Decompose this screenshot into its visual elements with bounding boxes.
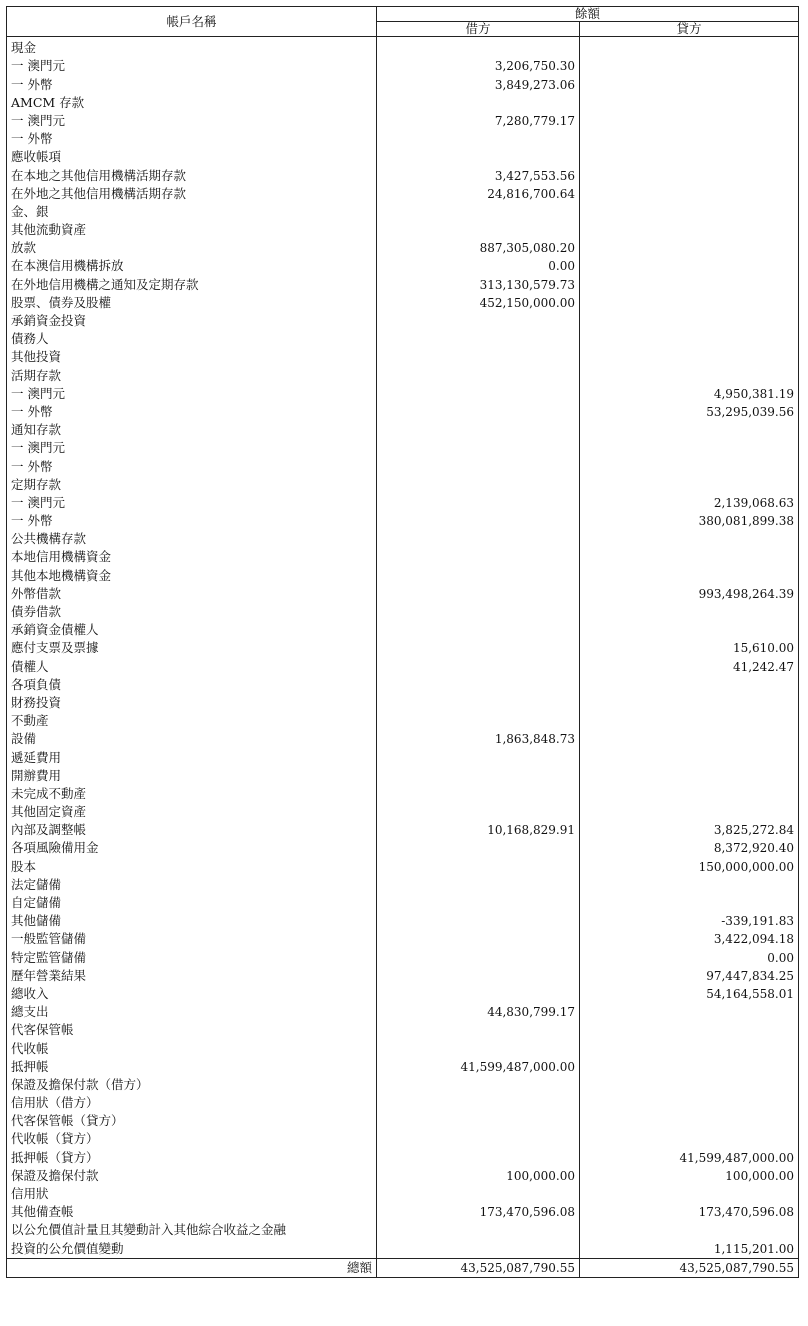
debit-cell: 452,150,000.00 bbox=[377, 294, 580, 312]
debit-cell: 887,305,080.20 bbox=[377, 239, 580, 257]
table-row bbox=[7, 530, 799, 548]
credit-cell bbox=[580, 603, 799, 621]
debit-cell bbox=[377, 1076, 580, 1094]
credit-cell: 8,372,920.40 bbox=[580, 839, 799, 857]
credit-cell bbox=[580, 1130, 799, 1148]
debit-cell bbox=[377, 94, 580, 112]
credit-cell bbox=[580, 730, 799, 748]
table-row bbox=[7, 894, 799, 912]
credit-cell bbox=[580, 566, 799, 584]
balance-header: 餘額 bbox=[377, 7, 799, 22]
table-row bbox=[7, 785, 799, 803]
account-name-cell: 在本地之其他信用機構活期存款 bbox=[7, 166, 377, 184]
account-name-cell: 其他投資 bbox=[7, 348, 377, 366]
table-row bbox=[7, 312, 799, 330]
account-name-cell: 未完成不動產 bbox=[7, 785, 377, 803]
table-row bbox=[7, 694, 799, 712]
account-name-cell: 代客保管帳 bbox=[7, 1021, 377, 1039]
credit-cell: 993,498,264.39 bbox=[580, 585, 799, 603]
credit-cell bbox=[580, 348, 799, 366]
credit-cell bbox=[580, 785, 799, 803]
account-name-cell: 股票、債券及股權 bbox=[7, 294, 377, 312]
credit-cell: 54,164,558.01 bbox=[580, 985, 799, 1003]
account-name-cell: 一 外幣 bbox=[7, 75, 377, 93]
account-name-cell: 保證及擔保付款（借方） bbox=[7, 1076, 377, 1094]
account-name-cell: 股本 bbox=[7, 857, 377, 875]
account-name-cell: 在外地之其他信用機構活期存款 bbox=[7, 185, 377, 203]
table-row bbox=[7, 185, 799, 203]
credit-cell bbox=[580, 57, 799, 75]
debit-cell bbox=[377, 348, 580, 366]
debit-cell bbox=[377, 876, 580, 894]
credit-cell: 1,115,201.00 bbox=[580, 1239, 799, 1258]
account-name-cell: 特定監管儲備 bbox=[7, 948, 377, 966]
credit-cell bbox=[580, 421, 799, 439]
debit-cell bbox=[377, 37, 580, 58]
table-row bbox=[7, 1203, 799, 1221]
debit-cell bbox=[377, 930, 580, 948]
debit-cell bbox=[377, 312, 580, 330]
credit-cell bbox=[580, 275, 799, 293]
account-name-cell: 放款 bbox=[7, 239, 377, 257]
debit-cell bbox=[377, 366, 580, 384]
debit-cell bbox=[377, 476, 580, 494]
credit-cell bbox=[580, 257, 799, 275]
debit-cell bbox=[377, 894, 580, 912]
credit-cell: 41,599,487,000.00 bbox=[580, 1148, 799, 1166]
account-name-cell: 其他儲備 bbox=[7, 912, 377, 930]
debit-cell bbox=[377, 1130, 580, 1148]
credit-cell bbox=[580, 1221, 799, 1239]
table-row bbox=[7, 1003, 799, 1021]
table-row bbox=[7, 803, 799, 821]
debit-cell bbox=[377, 130, 580, 148]
credit-cell bbox=[580, 94, 799, 112]
debit-cell bbox=[377, 748, 580, 766]
table-body bbox=[7, 37, 799, 1259]
credit-cell bbox=[580, 748, 799, 766]
table-row bbox=[7, 930, 799, 948]
debit-cell bbox=[377, 585, 580, 603]
account-name-cell: 承銷資金投資 bbox=[7, 312, 377, 330]
debit-cell bbox=[377, 1239, 580, 1258]
debit-cell: 313,130,579.73 bbox=[377, 275, 580, 293]
debit-cell: 3,849,273.06 bbox=[377, 75, 580, 93]
debit-cell bbox=[377, 421, 580, 439]
account-name-cell: 一 外幣 bbox=[7, 130, 377, 148]
account-name-cell: 一 外幣 bbox=[7, 403, 377, 421]
account-name-cell: 一 澳門元 bbox=[7, 439, 377, 457]
debit-cell bbox=[377, 330, 580, 348]
credit-cell bbox=[580, 185, 799, 203]
credit-cell bbox=[580, 1003, 799, 1021]
credit-cell bbox=[580, 366, 799, 384]
table-row bbox=[7, 94, 799, 112]
account-name-cell: 應付支票及票據 bbox=[7, 639, 377, 657]
credit-cell bbox=[580, 130, 799, 148]
credit-cell bbox=[580, 803, 799, 821]
debit-cell bbox=[377, 494, 580, 512]
debit-cell bbox=[377, 839, 580, 857]
credit-cell bbox=[580, 876, 799, 894]
debit-cell: 173,470,596.08 bbox=[377, 1203, 580, 1221]
debit-cell bbox=[377, 530, 580, 548]
debit-cell bbox=[377, 767, 580, 785]
debit-cell bbox=[377, 985, 580, 1003]
debit-cell bbox=[377, 548, 580, 566]
table-row bbox=[7, 203, 799, 221]
account-name-cell: 各項負債 bbox=[7, 676, 377, 694]
account-name-cell: 保證及擔保付款 bbox=[7, 1167, 377, 1185]
credit-cell: 173,470,596.08 bbox=[580, 1203, 799, 1221]
debit-cell bbox=[377, 621, 580, 639]
table-row bbox=[7, 37, 799, 58]
account-name-cell: 一 外幣 bbox=[7, 457, 377, 475]
credit-cell bbox=[580, 676, 799, 694]
credit-cell: 41,242.47 bbox=[580, 657, 799, 675]
credit-cell: -339,191.83 bbox=[580, 912, 799, 930]
balance-table bbox=[6, 6, 799, 1278]
debit-cell bbox=[377, 948, 580, 966]
table-row bbox=[7, 421, 799, 439]
debit-cell bbox=[377, 385, 580, 403]
debit-cell bbox=[377, 857, 580, 875]
table-row bbox=[7, 876, 799, 894]
debit-cell bbox=[377, 512, 580, 530]
table-row bbox=[7, 385, 799, 403]
credit-cell bbox=[580, 457, 799, 475]
account-name-cell: 財務投資 bbox=[7, 694, 377, 712]
debit-cell bbox=[377, 676, 580, 694]
table-row bbox=[7, 112, 799, 130]
table-row bbox=[7, 1221, 799, 1239]
account-name-cell: 在本澳信用機構拆放 bbox=[7, 257, 377, 275]
account-name-cell: 一 澳門元 bbox=[7, 112, 377, 130]
table-row bbox=[7, 566, 799, 584]
debit-cell: 41,599,487,000.00 bbox=[377, 1058, 580, 1076]
debit-cell bbox=[377, 967, 580, 985]
debit-cell bbox=[377, 566, 580, 584]
table-row bbox=[7, 1021, 799, 1039]
account-name-cell: 公共機構存款 bbox=[7, 530, 377, 548]
account-name-cell: 其他流動資產 bbox=[7, 221, 377, 239]
table-row bbox=[7, 403, 799, 421]
account-name-cell: 歷年營業結果 bbox=[7, 967, 377, 985]
table-row bbox=[7, 130, 799, 148]
account-name-cell: 抵押帳（貸方） bbox=[7, 1148, 377, 1166]
table-row bbox=[7, 585, 799, 603]
account-name-cell: 一 澳門元 bbox=[7, 57, 377, 75]
account-name-cell: 活期存款 bbox=[7, 366, 377, 384]
table-row bbox=[7, 512, 799, 530]
debit-cell: 10,168,829.91 bbox=[377, 821, 580, 839]
debit-cell bbox=[377, 1021, 580, 1039]
table-row bbox=[7, 912, 799, 930]
credit-cell bbox=[580, 694, 799, 712]
account-name-cell: 法定儲備 bbox=[7, 876, 377, 894]
total-label: 總額 bbox=[7, 1258, 377, 1277]
account-name-cell: 總支出 bbox=[7, 1003, 377, 1021]
table-row bbox=[7, 257, 799, 275]
credit-cell bbox=[580, 294, 799, 312]
credit-cell bbox=[580, 621, 799, 639]
credit-cell bbox=[580, 1058, 799, 1076]
debit-cell: 7,280,779.17 bbox=[377, 112, 580, 130]
table-row bbox=[7, 1185, 799, 1203]
debit-cell bbox=[377, 1221, 580, 1239]
table-footer bbox=[7, 1258, 799, 1277]
credit-cell bbox=[580, 203, 799, 221]
credit-cell bbox=[580, 1021, 799, 1039]
account-name-cell: 代收帳 bbox=[7, 1039, 377, 1057]
credit-cell bbox=[580, 1112, 799, 1130]
table-row bbox=[7, 1167, 799, 1185]
credit-cell: 380,081,899.38 bbox=[580, 512, 799, 530]
table-row bbox=[7, 1076, 799, 1094]
credit-cell bbox=[580, 148, 799, 166]
table-row bbox=[7, 75, 799, 93]
total-credit: 43,525,087,790.55 bbox=[580, 1258, 799, 1277]
account-name-cell: 外幣借款 bbox=[7, 585, 377, 603]
debit-cell bbox=[377, 912, 580, 930]
account-name-cell: 以公允價值計量且其變動計入其他綜合收益之金融 bbox=[7, 1221, 377, 1239]
debit-cell: 3,206,750.30 bbox=[377, 57, 580, 75]
table-row bbox=[7, 639, 799, 657]
table-row bbox=[7, 166, 799, 184]
account-name-cell: 各項風險備用金 bbox=[7, 839, 377, 857]
account-name-header: 帳戶名稱 bbox=[7, 7, 377, 37]
credit-cell bbox=[580, 166, 799, 184]
account-name-cell: 債權人 bbox=[7, 657, 377, 675]
debit-cell bbox=[377, 712, 580, 730]
total-debit: 43,525,087,790.55 bbox=[377, 1258, 580, 1277]
table-row bbox=[7, 712, 799, 730]
table-row bbox=[7, 1148, 799, 1166]
table-row bbox=[7, 839, 799, 857]
account-name-cell: 承銷資金債權人 bbox=[7, 621, 377, 639]
account-name-cell: 其他備查帳 bbox=[7, 1203, 377, 1221]
debit-cell bbox=[377, 439, 580, 457]
account-name-cell: 信用狀 bbox=[7, 1185, 377, 1203]
table-row bbox=[7, 294, 799, 312]
credit-cell bbox=[580, 548, 799, 566]
debit-cell: 1,863,848.73 bbox=[377, 730, 580, 748]
account-name-cell: 其他固定資產 bbox=[7, 803, 377, 821]
debit-cell bbox=[377, 694, 580, 712]
credit-cell bbox=[580, 1185, 799, 1203]
credit-cell: 3,825,272.84 bbox=[580, 821, 799, 839]
account-name-cell: 抵押帳 bbox=[7, 1058, 377, 1076]
account-name-cell: 通知存款 bbox=[7, 421, 377, 439]
credit-cell: 3,422,094.18 bbox=[580, 930, 799, 948]
table-row bbox=[7, 657, 799, 675]
table-header bbox=[7, 7, 799, 37]
credit-cell bbox=[580, 1039, 799, 1057]
account-name-cell: 總收入 bbox=[7, 985, 377, 1003]
table-row bbox=[7, 1130, 799, 1148]
table-row bbox=[7, 621, 799, 639]
credit-cell bbox=[580, 239, 799, 257]
account-name-cell: 金、銀 bbox=[7, 203, 377, 221]
table-row bbox=[7, 239, 799, 257]
table-row bbox=[7, 730, 799, 748]
account-name-cell: 現金 bbox=[7, 37, 377, 58]
credit-cell: 4,950,381.19 bbox=[580, 385, 799, 403]
credit-cell bbox=[580, 894, 799, 912]
account-name-cell: 一般監管儲備 bbox=[7, 930, 377, 948]
debit-cell bbox=[377, 1148, 580, 1166]
debit-cell bbox=[377, 1185, 580, 1203]
credit-cell bbox=[580, 767, 799, 785]
credit-cell: 97,447,834.25 bbox=[580, 967, 799, 985]
table-row bbox=[7, 948, 799, 966]
account-name-cell: 一 澳門元 bbox=[7, 494, 377, 512]
table-row bbox=[7, 985, 799, 1003]
balance-sheet bbox=[6, 6, 798, 1320]
account-name-cell: 代客保管帳（貸方） bbox=[7, 1112, 377, 1130]
credit-cell bbox=[580, 476, 799, 494]
table-row bbox=[7, 1039, 799, 1057]
debit-cell: 24,816,700.64 bbox=[377, 185, 580, 203]
account-name-cell: 應收帳項 bbox=[7, 148, 377, 166]
credit-cell: 150,000,000.00 bbox=[580, 857, 799, 875]
debit-cell bbox=[377, 457, 580, 475]
credit-cell bbox=[580, 37, 799, 58]
debit-cell bbox=[377, 1112, 580, 1130]
credit-cell bbox=[580, 330, 799, 348]
table-row bbox=[7, 439, 799, 457]
account-name-cell: 設備 bbox=[7, 730, 377, 748]
debit-cell bbox=[377, 221, 580, 239]
table-row bbox=[7, 348, 799, 366]
table-row bbox=[7, 548, 799, 566]
credit-header: 貸方 bbox=[580, 22, 799, 37]
table-row bbox=[7, 1094, 799, 1112]
table-row bbox=[7, 148, 799, 166]
account-name-cell: 代收帳（貸方） bbox=[7, 1130, 377, 1148]
account-name-cell: 本地信用機構資金 bbox=[7, 548, 377, 566]
table-row bbox=[7, 1112, 799, 1130]
total-row bbox=[7, 1258, 799, 1277]
debit-cell bbox=[377, 803, 580, 821]
account-name-cell: 一 外幣 bbox=[7, 512, 377, 530]
table-row bbox=[7, 767, 799, 785]
table-row bbox=[7, 748, 799, 766]
debit-cell: 3,427,553.56 bbox=[377, 166, 580, 184]
credit-cell: 53,295,039.56 bbox=[580, 403, 799, 421]
table-row bbox=[7, 366, 799, 384]
table-row bbox=[7, 494, 799, 512]
debit-cell: 0.00 bbox=[377, 257, 580, 275]
account-name-cell: 內部及調整帳 bbox=[7, 821, 377, 839]
debit-cell bbox=[377, 785, 580, 803]
table-row bbox=[7, 1058, 799, 1076]
table-row bbox=[7, 1239, 799, 1258]
account-name-cell: 定期存款 bbox=[7, 476, 377, 494]
table-row bbox=[7, 821, 799, 839]
credit-cell bbox=[580, 712, 799, 730]
debit-cell bbox=[377, 1094, 580, 1112]
account-name-cell: 信用狀（借方） bbox=[7, 1094, 377, 1112]
account-name-cell: 自定儲備 bbox=[7, 894, 377, 912]
table-row bbox=[7, 275, 799, 293]
table-row bbox=[7, 603, 799, 621]
table-row bbox=[7, 57, 799, 75]
credit-cell bbox=[580, 439, 799, 457]
account-name-cell: 債券借款 bbox=[7, 603, 377, 621]
table-row bbox=[7, 857, 799, 875]
credit-cell bbox=[580, 221, 799, 239]
credit-cell: 100,000.00 bbox=[580, 1167, 799, 1185]
debit-cell bbox=[377, 203, 580, 221]
debit-header: 借方 bbox=[377, 22, 580, 37]
debit-cell: 44,830,799.17 bbox=[377, 1003, 580, 1021]
credit-cell bbox=[580, 312, 799, 330]
credit-cell bbox=[580, 1094, 799, 1112]
account-name-cell: 其他本地機構資金 bbox=[7, 566, 377, 584]
debit-cell bbox=[377, 657, 580, 675]
debit-cell bbox=[377, 603, 580, 621]
table-row bbox=[7, 476, 799, 494]
table-row bbox=[7, 676, 799, 694]
credit-cell bbox=[580, 1076, 799, 1094]
credit-cell bbox=[580, 530, 799, 548]
account-name-cell: 投資的公允價值變動 bbox=[7, 1239, 377, 1258]
account-name-cell: 遞延費用 bbox=[7, 748, 377, 766]
account-name-cell: 不動產 bbox=[7, 712, 377, 730]
account-name-cell: 一 澳門元 bbox=[7, 385, 377, 403]
table-row bbox=[7, 967, 799, 985]
account-name-cell: 債務人 bbox=[7, 330, 377, 348]
table-row bbox=[7, 330, 799, 348]
account-name-cell: AMCM 存款 bbox=[7, 94, 377, 112]
account-name-cell: 開辦費用 bbox=[7, 767, 377, 785]
credit-cell: 0.00 bbox=[580, 948, 799, 966]
credit-cell bbox=[580, 75, 799, 93]
table-row bbox=[7, 221, 799, 239]
debit-cell bbox=[377, 1039, 580, 1057]
debit-cell: 100,000.00 bbox=[377, 1167, 580, 1185]
debit-cell bbox=[377, 639, 580, 657]
debit-cell bbox=[377, 403, 580, 421]
credit-cell: 15,610.00 bbox=[580, 639, 799, 657]
credit-cell bbox=[580, 112, 799, 130]
account-name-cell: 在外地信用機構之通知及定期存款 bbox=[7, 275, 377, 293]
credit-cell: 2,139,068.63 bbox=[580, 494, 799, 512]
table-row bbox=[7, 457, 799, 475]
debit-cell bbox=[377, 148, 580, 166]
